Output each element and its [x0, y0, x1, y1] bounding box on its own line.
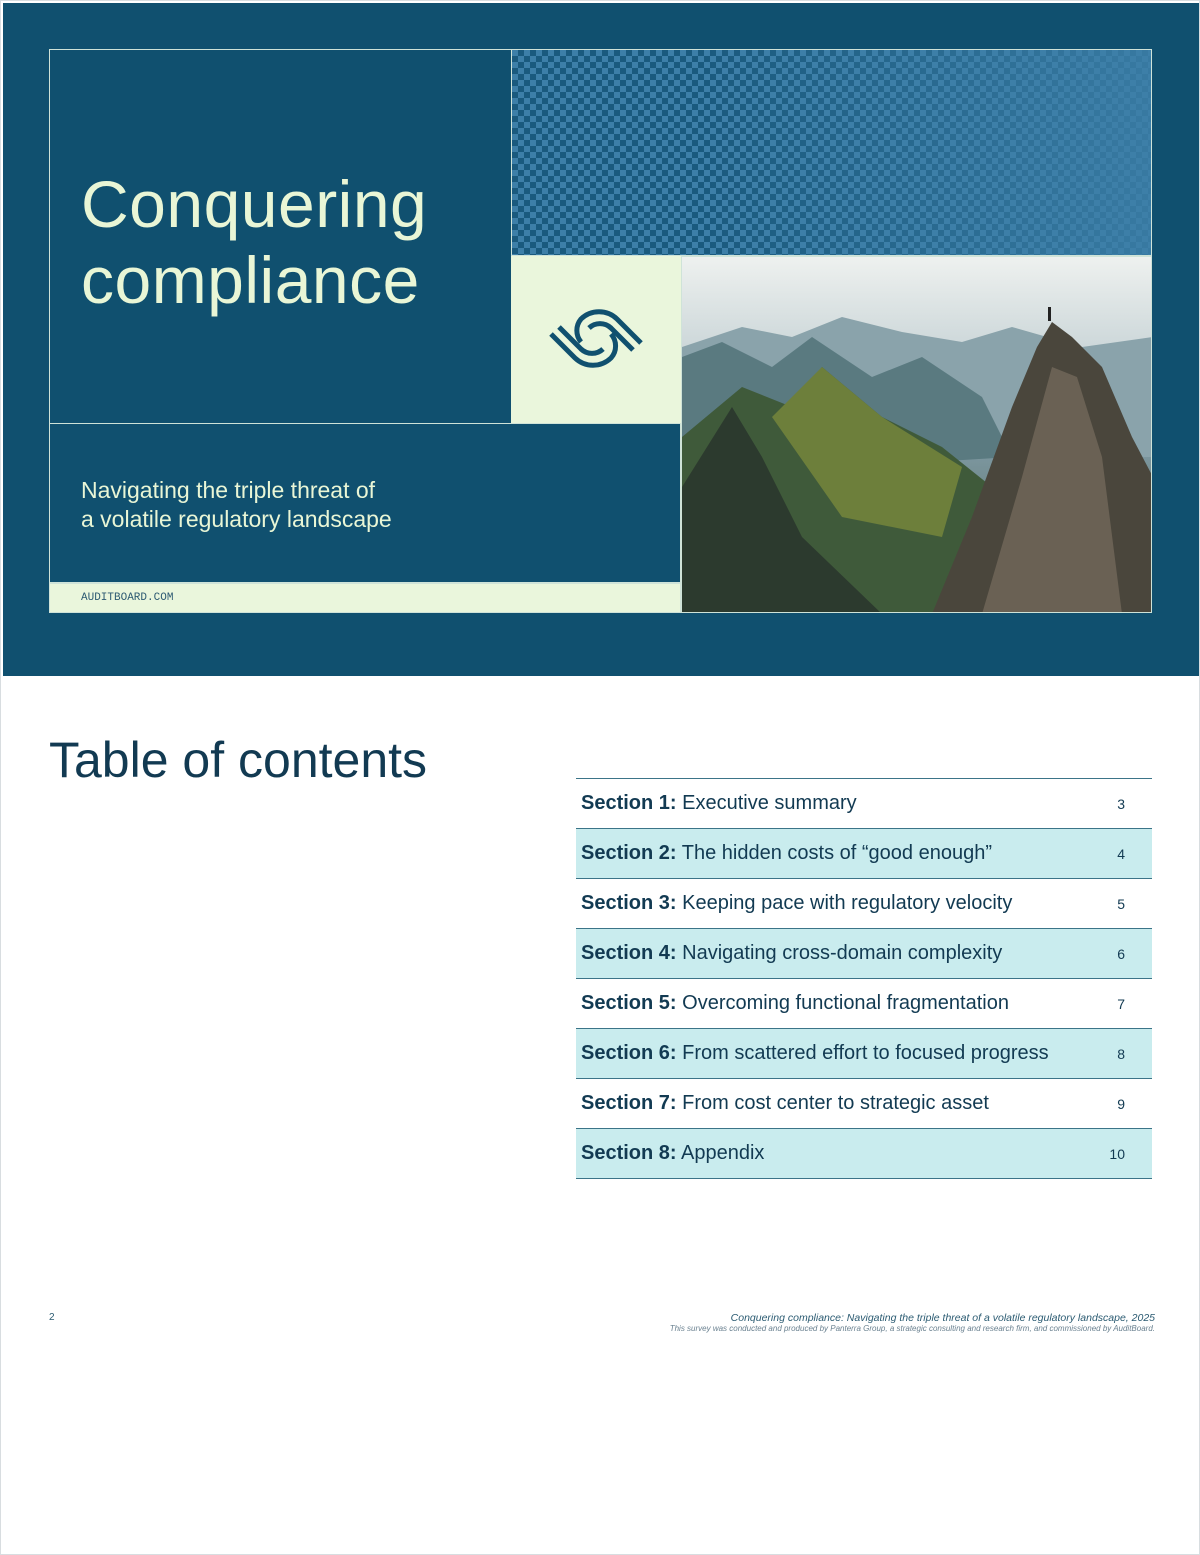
title-line-2: compliance	[81, 243, 420, 317]
toc-item-text	[581, 992, 1009, 1015]
footer-doc-title: Conquering compliance: Navigating the triple threat of a volatile regulatory landscape, 2025	[730, 1312, 1155, 1324]
toc-section-title: Overcoming functional fragmentation	[682, 992, 1009, 1014]
toc-section-label: Section 1:	[581, 792, 677, 814]
toc-item-text	[581, 942, 1002, 965]
toc-item[interactable]	[576, 879, 1152, 929]
toc-heading: Table of contents	[49, 732, 428, 788]
toc-item-text	[581, 1042, 1049, 1065]
toc-section-title: Executive summary	[682, 792, 857, 814]
footer-disclaimer: This survey was conducted and produced by Panterra Group, a strategic consulting and research firm, and commissioned by AuditBoard.	[669, 1324, 1155, 1333]
toc-item-text	[581, 892, 1012, 915]
toc-item[interactable]	[576, 1079, 1152, 1129]
toc-section-label: Section 4:	[581, 942, 677, 964]
toc-item[interactable]	[576, 1029, 1152, 1079]
toc-section-title: The hidden costs of “good enough”	[681, 842, 992, 864]
toc-page-number: 5	[1117, 895, 1125, 912]
website-link[interactable]: AUDITBOARD.COM	[81, 592, 174, 604]
toc-section-label: Section 2:	[581, 842, 677, 864]
toc-item[interactable]	[576, 779, 1152, 829]
toc-section-label: Section 7:	[581, 1092, 677, 1114]
auditboard-logo-icon	[511, 256, 681, 423]
cover-subtitle	[81, 476, 392, 534]
mountain-photo	[681, 256, 1152, 613]
logo-panel	[511, 256, 681, 423]
toc-item[interactable]	[576, 979, 1152, 1029]
page-number: 2	[49, 1312, 55, 1323]
toc-item-text	[581, 1092, 989, 1115]
toc-section-label: Section 8:	[581, 1142, 677, 1164]
title-line-1: Conquering	[81, 167, 428, 241]
toc-page-number: 8	[1117, 1045, 1125, 1062]
toc-section-title: Navigating cross-domain complexity	[682, 942, 1003, 964]
toc-item[interactable]	[576, 829, 1152, 879]
toc-page-number: 7	[1117, 995, 1125, 1012]
subtitle-line-2: a volatile regulatory landscape	[81, 506, 392, 532]
toc-section-label: Section 3:	[581, 892, 677, 914]
toc-item-text	[581, 792, 857, 815]
toc-page-number: 6	[1117, 945, 1125, 962]
cover-title	[81, 166, 427, 318]
toc-item-text	[581, 842, 992, 865]
toc-section-title: Appendix	[681, 1142, 765, 1164]
toc-item[interactable]	[576, 1129, 1152, 1179]
table-of-contents	[576, 778, 1152, 1179]
toc-section-title: From scattered effort to focused progress	[682, 1042, 1049, 1064]
pixel-pattern	[511, 49, 1152, 256]
toc-item[interactable]	[576, 929, 1152, 979]
toc-page-number: 9	[1117, 1095, 1125, 1112]
toc-page-number: 10	[1109, 1145, 1125, 1162]
toc-page-number: 4	[1117, 845, 1125, 862]
toc-section-label: Section 5:	[581, 992, 677, 1014]
toc-item-text	[581, 1142, 764, 1165]
toc-section-title: Keeping pace with regulatory velocity	[682, 892, 1013, 914]
toc-section-label: Section 6:	[581, 1042, 677, 1064]
toc-section-title: From cost center to strategic asset	[682, 1092, 989, 1114]
subtitle-line-1: Navigating the triple threat of	[81, 477, 376, 503]
mountain-image	[682, 257, 1152, 613]
toc-page-number: 3	[1117, 795, 1125, 812]
